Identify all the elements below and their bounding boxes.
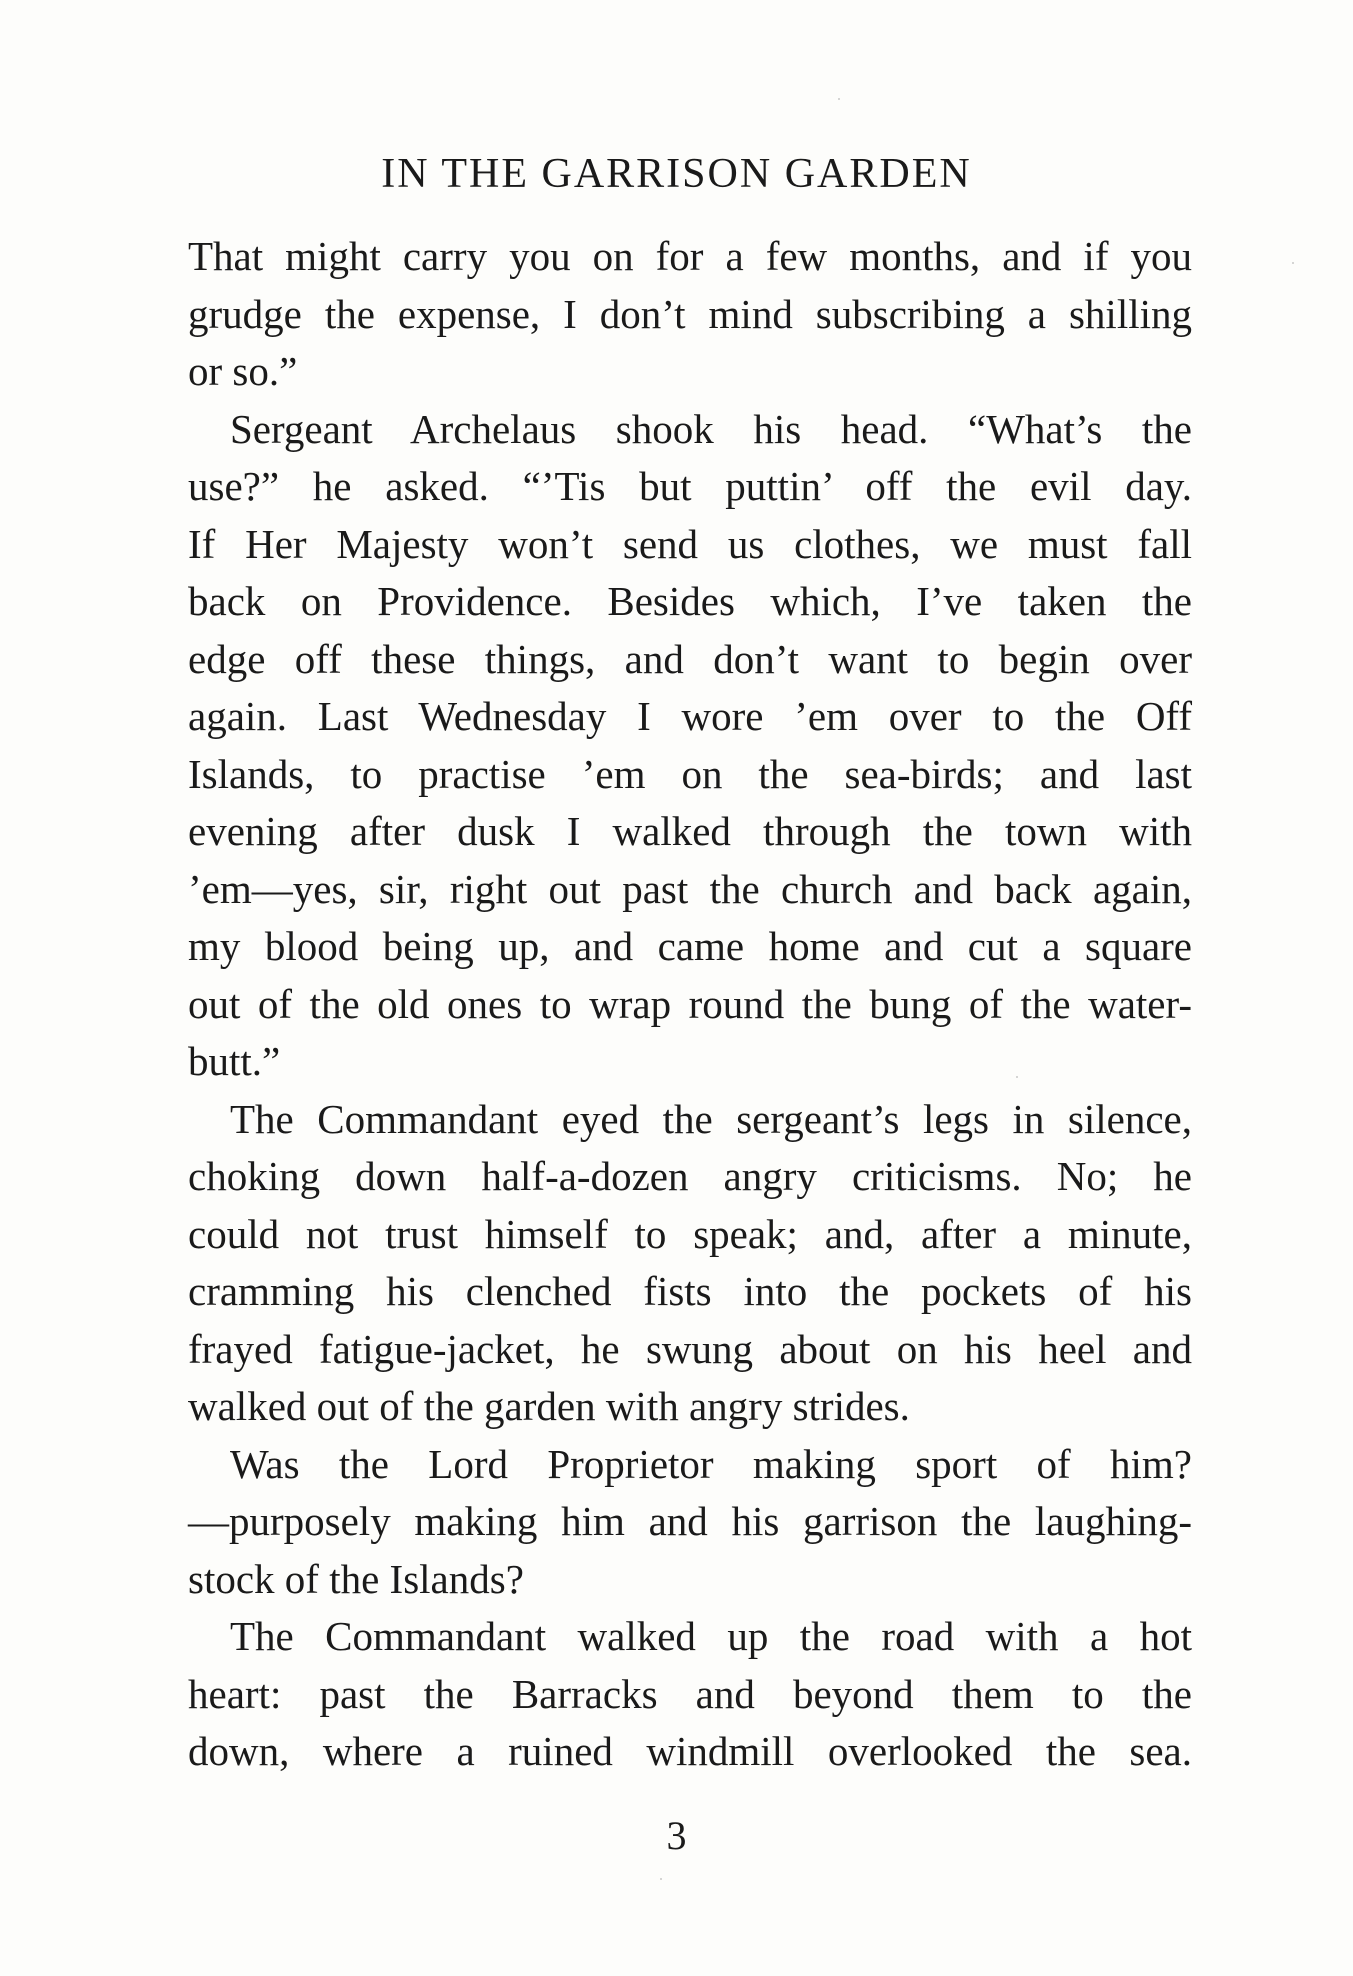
text-line: my blood being up, and came home and cut a square bbox=[188, 923, 1192, 969]
text-line: Sergeant Archelaus shook his head. “What’s the bbox=[230, 405, 1192, 452]
text-line: evening after dusk I walked through the town with bbox=[188, 808, 1192, 854]
text-line: walked out of the garden with angry strides. bbox=[188, 1383, 910, 1429]
text-line: frayed fatigue-jacket, he swung about on his heel and bbox=[188, 1325, 1192, 1372]
page-number: 3 bbox=[666, 1813, 687, 1858]
text-line: out of the old ones to wrap round the bung of the water- bbox=[188, 980, 1192, 1027]
text-line: down, where a ruined windmill overlooked the sea. bbox=[188, 1728, 1192, 1774]
text-line: heart: past the Barracks and beyond them to the bbox=[188, 1670, 1192, 1717]
body-text bbox=[188, 228, 1192, 1781]
text-line: use?” he asked. “’Tis but puttin’ off the evil day. bbox=[188, 463, 1192, 509]
text-line: edge off these things, and don’t want to begin over bbox=[188, 635, 1192, 682]
running-head: IN THE GARRISON GARDEN bbox=[381, 151, 972, 197]
text-line: Islands, to practise ’em on the sea-birds; and last bbox=[188, 750, 1192, 797]
text-line: That might carry you on for a few months, and if you bbox=[188, 233, 1192, 279]
text-line: grudge the expense, I don’t mind subscribing a shilling bbox=[188, 290, 1192, 337]
text-line: —purposely making him and his garrison the laughing- bbox=[188, 1498, 1192, 1544]
text-line: stock of the Islands? bbox=[188, 1555, 524, 1602]
paper-speck bbox=[660, 1878, 662, 1880]
text-line: cramming his clenched fists into the pockets of his bbox=[188, 1268, 1192, 1314]
text-line: The Commandant eyed the sergeant’s legs in silence, bbox=[230, 1095, 1192, 1142]
text-line: or so.” bbox=[188, 348, 298, 394]
text-line: If Her Majesty won’t send us clothes, we must fall bbox=[188, 520, 1192, 567]
text-line: ’em—yes, sir, right out past the church and back again, bbox=[188, 865, 1192, 912]
paper-speck bbox=[1292, 262, 1294, 264]
text-line: back on Providence. Besides which, I’ve taken the bbox=[188, 578, 1192, 624]
text-line: again. Last Wednesday I wore ’em over to the Off bbox=[188, 693, 1192, 739]
text-line: butt.” bbox=[188, 1038, 281, 1084]
paper-speck bbox=[1016, 1076, 1018, 1078]
text-line: choking down half-a-dozen angry criticisms. No; he bbox=[188, 1153, 1192, 1199]
text-line: Was the Lord Proprietor making sport of him? bbox=[230, 1440, 1192, 1487]
text-line: could not trust himself to speak; and, after a minute, bbox=[188, 1210, 1192, 1257]
paper-speck bbox=[838, 98, 840, 100]
text-line: The Commandant walked up the road with a hot bbox=[230, 1613, 1192, 1659]
